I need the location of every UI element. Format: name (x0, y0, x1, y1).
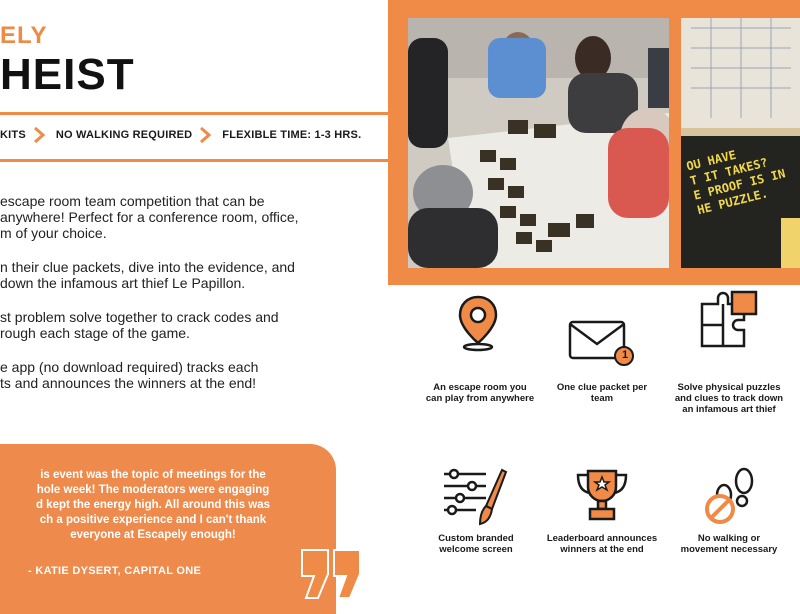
brand-name: ELY (0, 22, 48, 49)
feature-label: One clue packet per team (556, 382, 648, 404)
feature-label: No walking or movement necessary (680, 533, 778, 555)
feature-label: Leaderboard announces winners at the end (546, 533, 658, 555)
testimonial-author: - KATIE DYSERT, CAPITAL ONE (28, 565, 202, 577)
description-paragraph: e app (no download required) tracks each ts and announces the winners at the end! (0, 359, 259, 391)
puzzle-photo-caption: OU HAVE T IT TAKES? E PROOF IS IN HE PUZZLE. (685, 147, 787, 218)
testimonial-quote: is event was the topic of meetings for the hole week! The moderators were engaging d kept the energy high. All around this was ch a positive experience and I can't thank everyone at Escapely enough! (35, 469, 271, 541)
puzzle-icon (698, 290, 758, 350)
envelope-badge: 1 (621, 349, 629, 361)
chevron-right-icon (198, 126, 212, 144)
feature-label: An escape room you can play from anywhere (425, 382, 535, 404)
description-paragraph: st problem solve together to crack codes and rough each stage of the game. (0, 309, 279, 341)
puzzle-photo (681, 18, 800, 268)
feature-label: Solve physical puzzles and clues to track down an infamous art thief (674, 382, 784, 415)
feature-label: Custom branded welcome screen (438, 533, 514, 555)
band-item-no-walking: NO WALKING REQUIRED (55, 129, 193, 141)
description-paragraph: n their clue packets, dive into the evidence, and down the infamous art thief Le Papillon. (0, 259, 295, 291)
description-paragraph: escape room team competition that can be anywhere! Perfect for a conference room, office, m of your choice. (0, 193, 299, 241)
map-pin-icon (448, 293, 508, 353)
band-item-kits: KITS (0, 129, 26, 141)
no-walking-icon (702, 465, 762, 525)
team-photo (408, 18, 669, 268)
page-title: HEIST (0, 50, 135, 99)
feature-band-items (0, 125, 361, 145)
description (0, 193, 390, 409)
chevron-right-icon (32, 126, 46, 144)
quote-marks-icon (300, 548, 364, 600)
band-item-flexible-time: FLEXIBLE TIME: 1-3 HRS. (222, 129, 362, 141)
sliders-brush-icon (440, 466, 510, 528)
trophy-icon (572, 465, 632, 525)
